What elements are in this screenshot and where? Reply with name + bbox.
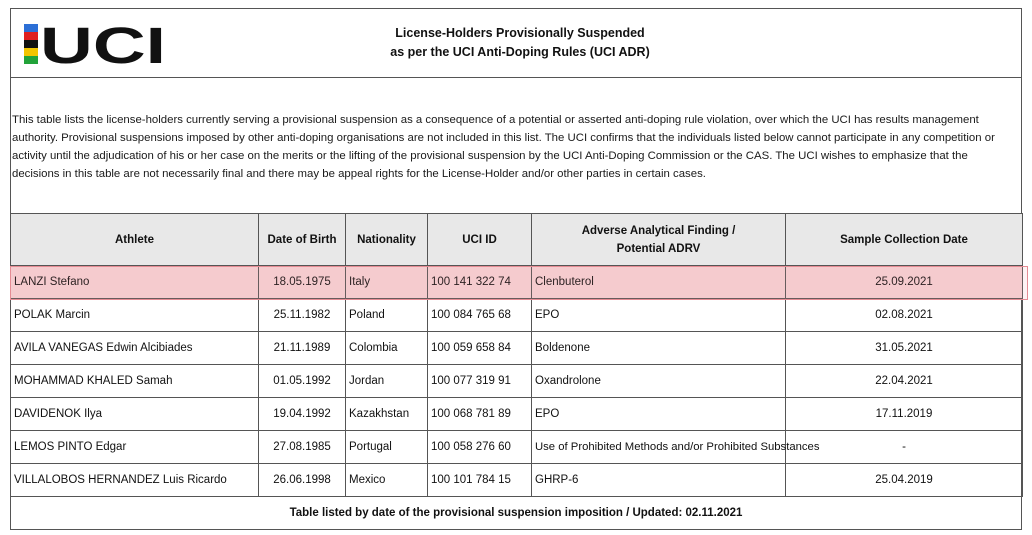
logo-stripe-green bbox=[24, 56, 38, 64]
cell-finding: Use of Prohibited Methods and/or Prohibited Substances bbox=[532, 431, 786, 464]
table-row bbox=[11, 431, 1023, 464]
logo-stripe-red bbox=[24, 32, 38, 40]
uci-logo bbox=[22, 22, 172, 66]
cell-athlete: AVILA VANEGAS Edwin Alcibiades bbox=[11, 332, 259, 365]
cell-uci-id: 100 058 276 60 bbox=[428, 431, 532, 464]
cell-uci-id: 100 101 784 15 bbox=[428, 464, 532, 497]
title-line-1: License-Holders Provisionally Suspended bbox=[395, 26, 645, 40]
table-row bbox=[11, 464, 1023, 497]
cell-uci-id: 100 141 322 74 bbox=[428, 266, 532, 299]
col-header-finding-line-1: Adverse Analytical Finding / bbox=[581, 224, 736, 237]
col-header-finding-line-2: Potential ADRV bbox=[616, 242, 701, 255]
cell-nationality: Portugal bbox=[346, 431, 428, 464]
table-row bbox=[11, 332, 1023, 365]
cell-finding: Oxandrolone bbox=[532, 365, 786, 398]
cell-finding: Boldenone bbox=[532, 332, 786, 365]
cell-nationality: Poland bbox=[346, 299, 428, 332]
cell-athlete: MOHAMMAD KHALED Samah bbox=[11, 365, 259, 398]
cell-nationality: Mexico bbox=[346, 464, 428, 497]
cell-athlete: DAVIDENOK Ilya bbox=[11, 398, 259, 431]
cell-collection-date: 25.09.2021 bbox=[786, 266, 1023, 299]
cell-uci-id: 100 084 765 68 bbox=[428, 299, 532, 332]
cell-collection-date: 17.11.2019 bbox=[786, 398, 1023, 431]
cell-collection-date: 22.04.2021 bbox=[786, 365, 1023, 398]
suspensions-table bbox=[10, 213, 1023, 497]
cell-athlete: LANZI Stefano bbox=[11, 266, 259, 299]
cell-dob: 26.06.1998 bbox=[259, 464, 346, 497]
title-line-2: as per the UCI Anti-Doping Rules (UCI ADR) bbox=[390, 45, 650, 59]
table-row bbox=[11, 365, 1023, 398]
cell-dob: 21.11.1989 bbox=[259, 332, 346, 365]
cell-nationality: Italy bbox=[346, 266, 428, 299]
cell-nationality: Kazakhstan bbox=[346, 398, 428, 431]
cell-uci-id: 100 077 319 91 bbox=[428, 365, 532, 398]
cell-collection-date: - bbox=[786, 431, 1023, 464]
cell-dob: 18.05.1975 bbox=[259, 266, 346, 299]
cell-athlete: VILLALOBOS HERNANDEZ Luis Ricardo bbox=[11, 464, 259, 497]
cell-finding: Clenbuterol bbox=[532, 266, 786, 299]
col-header-dob: Date of Birth bbox=[259, 214, 346, 266]
cell-dob: 25.11.1982 bbox=[259, 299, 346, 332]
cell-dob: 27.08.1985 bbox=[259, 431, 346, 464]
logo-text: UCI bbox=[40, 22, 166, 66]
logo-stripe-blue bbox=[24, 24, 38, 32]
col-header-collection-date: Sample Collection Date bbox=[786, 214, 1023, 266]
cell-dob: 01.05.1992 bbox=[259, 365, 346, 398]
cell-athlete: POLAK Marcin bbox=[11, 299, 259, 332]
cell-dob: 19.04.1992 bbox=[259, 398, 346, 431]
table-row-highlighted bbox=[11, 266, 1023, 299]
cell-collection-date: 02.08.2021 bbox=[786, 299, 1023, 332]
table-footer-note: Table listed by date of the provisional suspension imposition / Updated: 02.11.2021 bbox=[289, 507, 743, 519]
intro-paragraph: This table lists the license-holders currently serving a provisional suspension as a consequence of a potential or asserted anti-doping rule violation, over which the UCI has results management authority. Provisional suspensions imposed by other anti-doping organisations are not included in this list. The UCI confirms that the individuals listed below cannot participate in any competition or activity until the adjudication of his or her case on the merits or the lifting of the provisional suspension by the UCI Anti-Doping Commission or the CAS. The UCI wishes to emphasize that the decisions in this table are not necessarily final and there may be appeal rights for the License-Holder and/or other parties in certain cases. bbox=[12, 114, 995, 180]
cell-nationality: Jordan bbox=[346, 365, 428, 398]
cell-collection-date: 31.05.2021 bbox=[786, 332, 1023, 365]
col-header-athlete: Athlete bbox=[11, 214, 259, 266]
cell-finding: EPO bbox=[532, 398, 786, 431]
document-header bbox=[10, 8, 1022, 78]
document-title bbox=[310, 24, 730, 62]
logo-stripe-yellow bbox=[24, 48, 38, 56]
logo-stripe-black bbox=[24, 40, 38, 48]
cell-uci-id: 100 059 658 84 bbox=[428, 332, 532, 365]
col-header-finding bbox=[532, 214, 786, 266]
col-header-nationality: Nationality bbox=[346, 214, 428, 266]
cell-athlete: LEMOS PINTO Edgar bbox=[11, 431, 259, 464]
table-row bbox=[11, 299, 1023, 332]
table-header-row bbox=[11, 214, 1023, 266]
col-header-uci-id: UCI ID bbox=[428, 214, 532, 266]
cell-nationality: Colombia bbox=[346, 332, 428, 365]
cell-finding: GHRP-6 bbox=[532, 464, 786, 497]
cell-uci-id: 100 068 781 89 bbox=[428, 398, 532, 431]
cell-collection-date: 25.04.2019 bbox=[786, 464, 1023, 497]
cell-finding: EPO bbox=[532, 299, 786, 332]
table-row bbox=[11, 398, 1023, 431]
